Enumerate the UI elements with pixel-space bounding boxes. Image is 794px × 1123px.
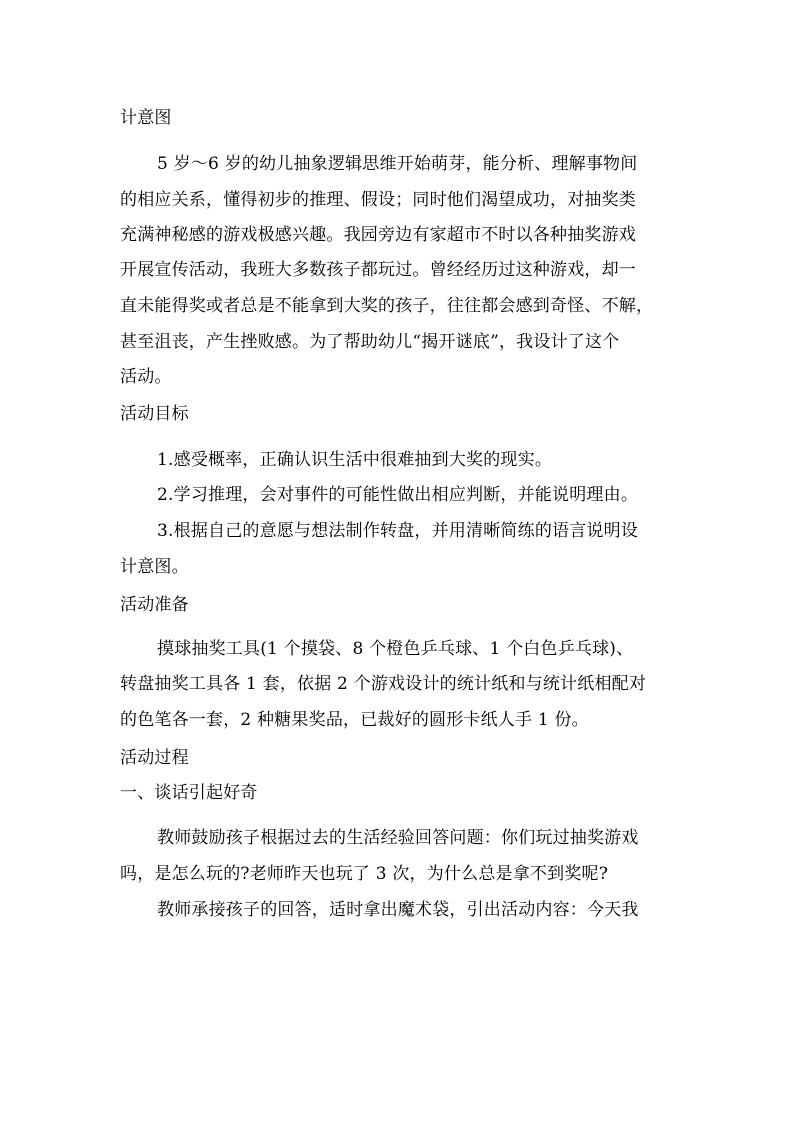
paragraph-line: 活动。: [120, 367, 172, 387]
section-heading-design-intent-tail: 计意图: [120, 108, 172, 128]
section-heading-preparation: 活动准备: [120, 595, 189, 615]
paragraph-line: 转盘抽奖工具各 1 套，依据 2 个游戏设计的统计纸和与统计纸相配对: [120, 674, 647, 694]
subheading-step-1: 一、谈话引起好奇: [120, 783, 258, 803]
paragraph-line: 直未能得奖或者总是不能拿到大奖的孩子，往往都会感到奇怪、不解，: [120, 296, 654, 316]
paragraph-line: 开展宣传活动，我班大多数孩子都玩过。曾经经历过这种游戏，却一: [120, 260, 636, 280]
goal-item-3-cont: 计意图。: [120, 557, 189, 577]
goal-item-3: 3.根据自己的意愿与想法制作转盘，并用清晰简练的语言说明设: [157, 521, 639, 541]
paragraph-line: 充满神秘感的游戏极感兴趣。我园旁边有家超市不时以各种抽奖游戏: [120, 225, 636, 245]
paragraph-line: 的色笔各一套，2 种糖果奖品，已裁好的圆形卡纸人手 1 份。: [120, 710, 589, 730]
goal-item-1: 1.感受概率，正确认识生活中很难抽到大奖的现实。: [157, 450, 553, 470]
goal-item-2: 2.学习推理，会对事件的可能性做出相应判断，并能说明理由。: [157, 485, 639, 505]
paragraph-line: 摸球抽奖工具(1 个摸袋、8 个橙色乒乓球、1 个白色乒乓球)、: [157, 639, 634, 659]
paragraph-line: 吗，是怎么玩的?老师昨天也玩了 3 次，为什么总是拿不到奖呢?: [120, 864, 609, 884]
paragraph-line: 的相应关系，懂得初步的推理、假设；同时他们渴望成功，对抽奖类: [120, 190, 636, 210]
section-heading-goals: 活动目标: [120, 404, 189, 424]
paragraph-line: 5 岁～6 岁的幼儿抽象逻辑思维开始萌芽，能分析、理解事物间: [157, 154, 638, 174]
paragraph-line: 甚至沮丧，产生挫败感。为了帮助幼儿“揭开谜底”，我设计了这个: [120, 332, 620, 352]
section-heading-process: 活动过程: [120, 748, 189, 768]
paragraph-line: 教师承接孩子的回答，适时拿出魔术袋，引出活动内容：今天我: [157, 900, 639, 920]
paragraph-line: 教师鼓励孩子根据过去的生活经验回答问题：你们玩过抽奖游戏: [157, 828, 639, 848]
